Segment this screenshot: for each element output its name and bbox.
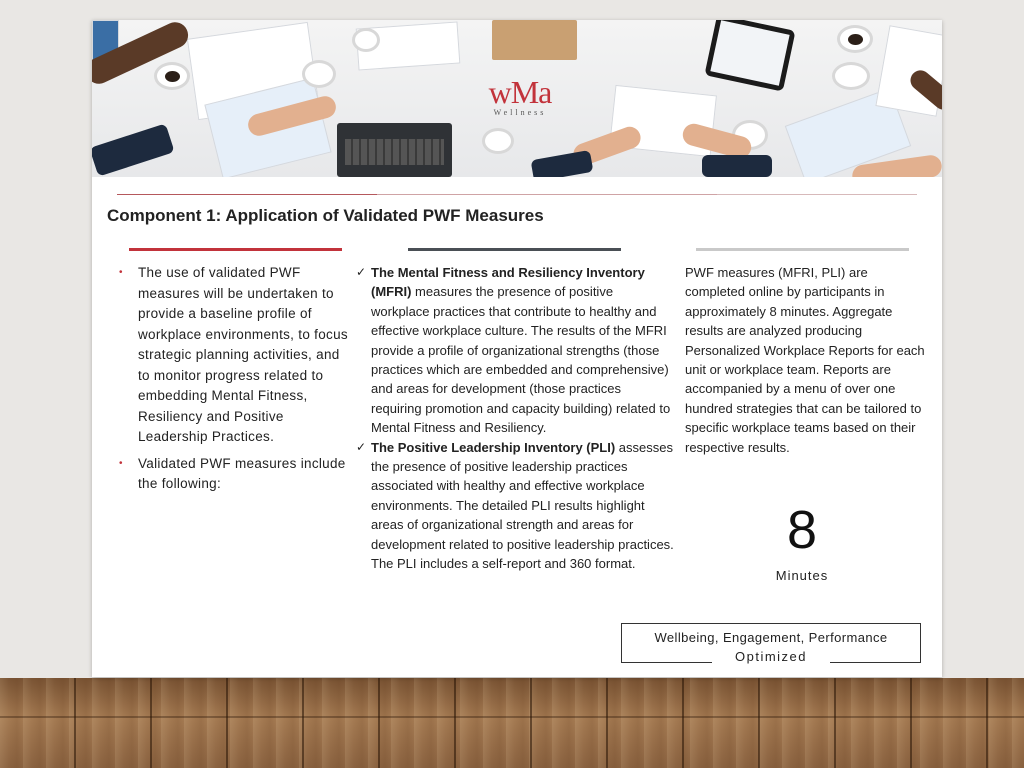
cup-decoration <box>302 60 336 88</box>
checkmark-icon: ✓ <box>356 439 367 454</box>
slide-title: Component 1: Application of Validated PWF Measures <box>107 206 544 225</box>
wood-floor-background <box>0 678 1024 768</box>
column3-bar <box>696 248 909 251</box>
list-item <box>356 438 674 574</box>
list-item <box>356 263 674 438</box>
checkmark-icon: ✓ <box>356 265 367 279</box>
top-divider <box>717 194 917 195</box>
tagline-line1: Wellbeing, Engagement, Performance <box>654 630 888 645</box>
coffee-cup-decoration <box>837 25 873 53</box>
top-divider <box>377 194 717 195</box>
column1-bar <box>129 248 342 251</box>
list-item <box>119 263 354 448</box>
tagline-box <box>621 623 921 663</box>
sleeve-decoration <box>92 123 175 176</box>
cup-decoration <box>832 62 870 90</box>
inventory-name: The Positive Leadership Inventory (PLI) <box>371 439 616 455</box>
list-item <box>119 454 354 495</box>
cup-decoration <box>352 28 380 52</box>
bullet-text: Validated PWF measures include the following: <box>138 455 346 491</box>
stat-label: Minutes <box>775 568 829 583</box>
column3 <box>685 263 925 457</box>
tablet-decoration <box>704 20 795 92</box>
sleeve-decoration <box>531 150 594 177</box>
tagline-line2: Optimized <box>734 649 808 664</box>
column2 <box>356 263 674 574</box>
bullet-icon: • <box>119 457 123 469</box>
inventory-name: The Mental Fitness and Resiliency Inventory (MFRI) <box>371 265 645 300</box>
inventory-description: assesses the presence of positive leadership practices associated with healthy and effective workplace environments. The detailed PLI results highlight areas of organizational strength and areas for development related to positive leadership practices. The PLI includes a self-report and 360 format. <box>371 439 674 572</box>
coffee-cup-decoration <box>154 62 190 90</box>
laptop-decoration <box>337 123 452 177</box>
stat-value: 8 <box>786 500 818 560</box>
slide <box>92 20 942 677</box>
column3-text: PWF measures (MFRI, PLI) are completed online by participants in approximately 8 minutes. Aggregate results are analyzed producing Personalized Workplace Reports for each unit or workplace team. Reports are accompanied by a menu of over one hundred strategies that can be tailored to specific workplace teams based on their respective results. <box>685 265 925 455</box>
cup-decoration <box>482 128 514 154</box>
notepad-decoration <box>492 20 577 60</box>
wma-logo <box>470 76 570 117</box>
column1 <box>119 263 354 501</box>
logo-subtext: Wellness <box>493 108 547 117</box>
sleeve-decoration <box>702 155 772 177</box>
bullet-icon: • <box>119 267 123 278</box>
inventory-description: measures the presence of positive workplace practices that contribute to healthy and effective workplace culture. The results of the MFRI provide a profile of organizational strengths (those practices which are embedded and comprehensive) and areas for development (those practices requiring promotion and capacity building) related to Mental Fitness and Resiliency. <box>371 284 671 436</box>
top-divider <box>117 194 377 195</box>
column2-bar <box>408 248 621 251</box>
logo-text: wMa <box>488 74 552 110</box>
bullet-text: The use of validated PWF measures will be undertaken to provide a baseline profile of workplace environments, to focus strategic planning activities, and to monitor progress related to embedding Mental Fitness, Resiliency and Positive Leadership Practices. <box>138 265 348 444</box>
banner-photo <box>92 20 942 177</box>
